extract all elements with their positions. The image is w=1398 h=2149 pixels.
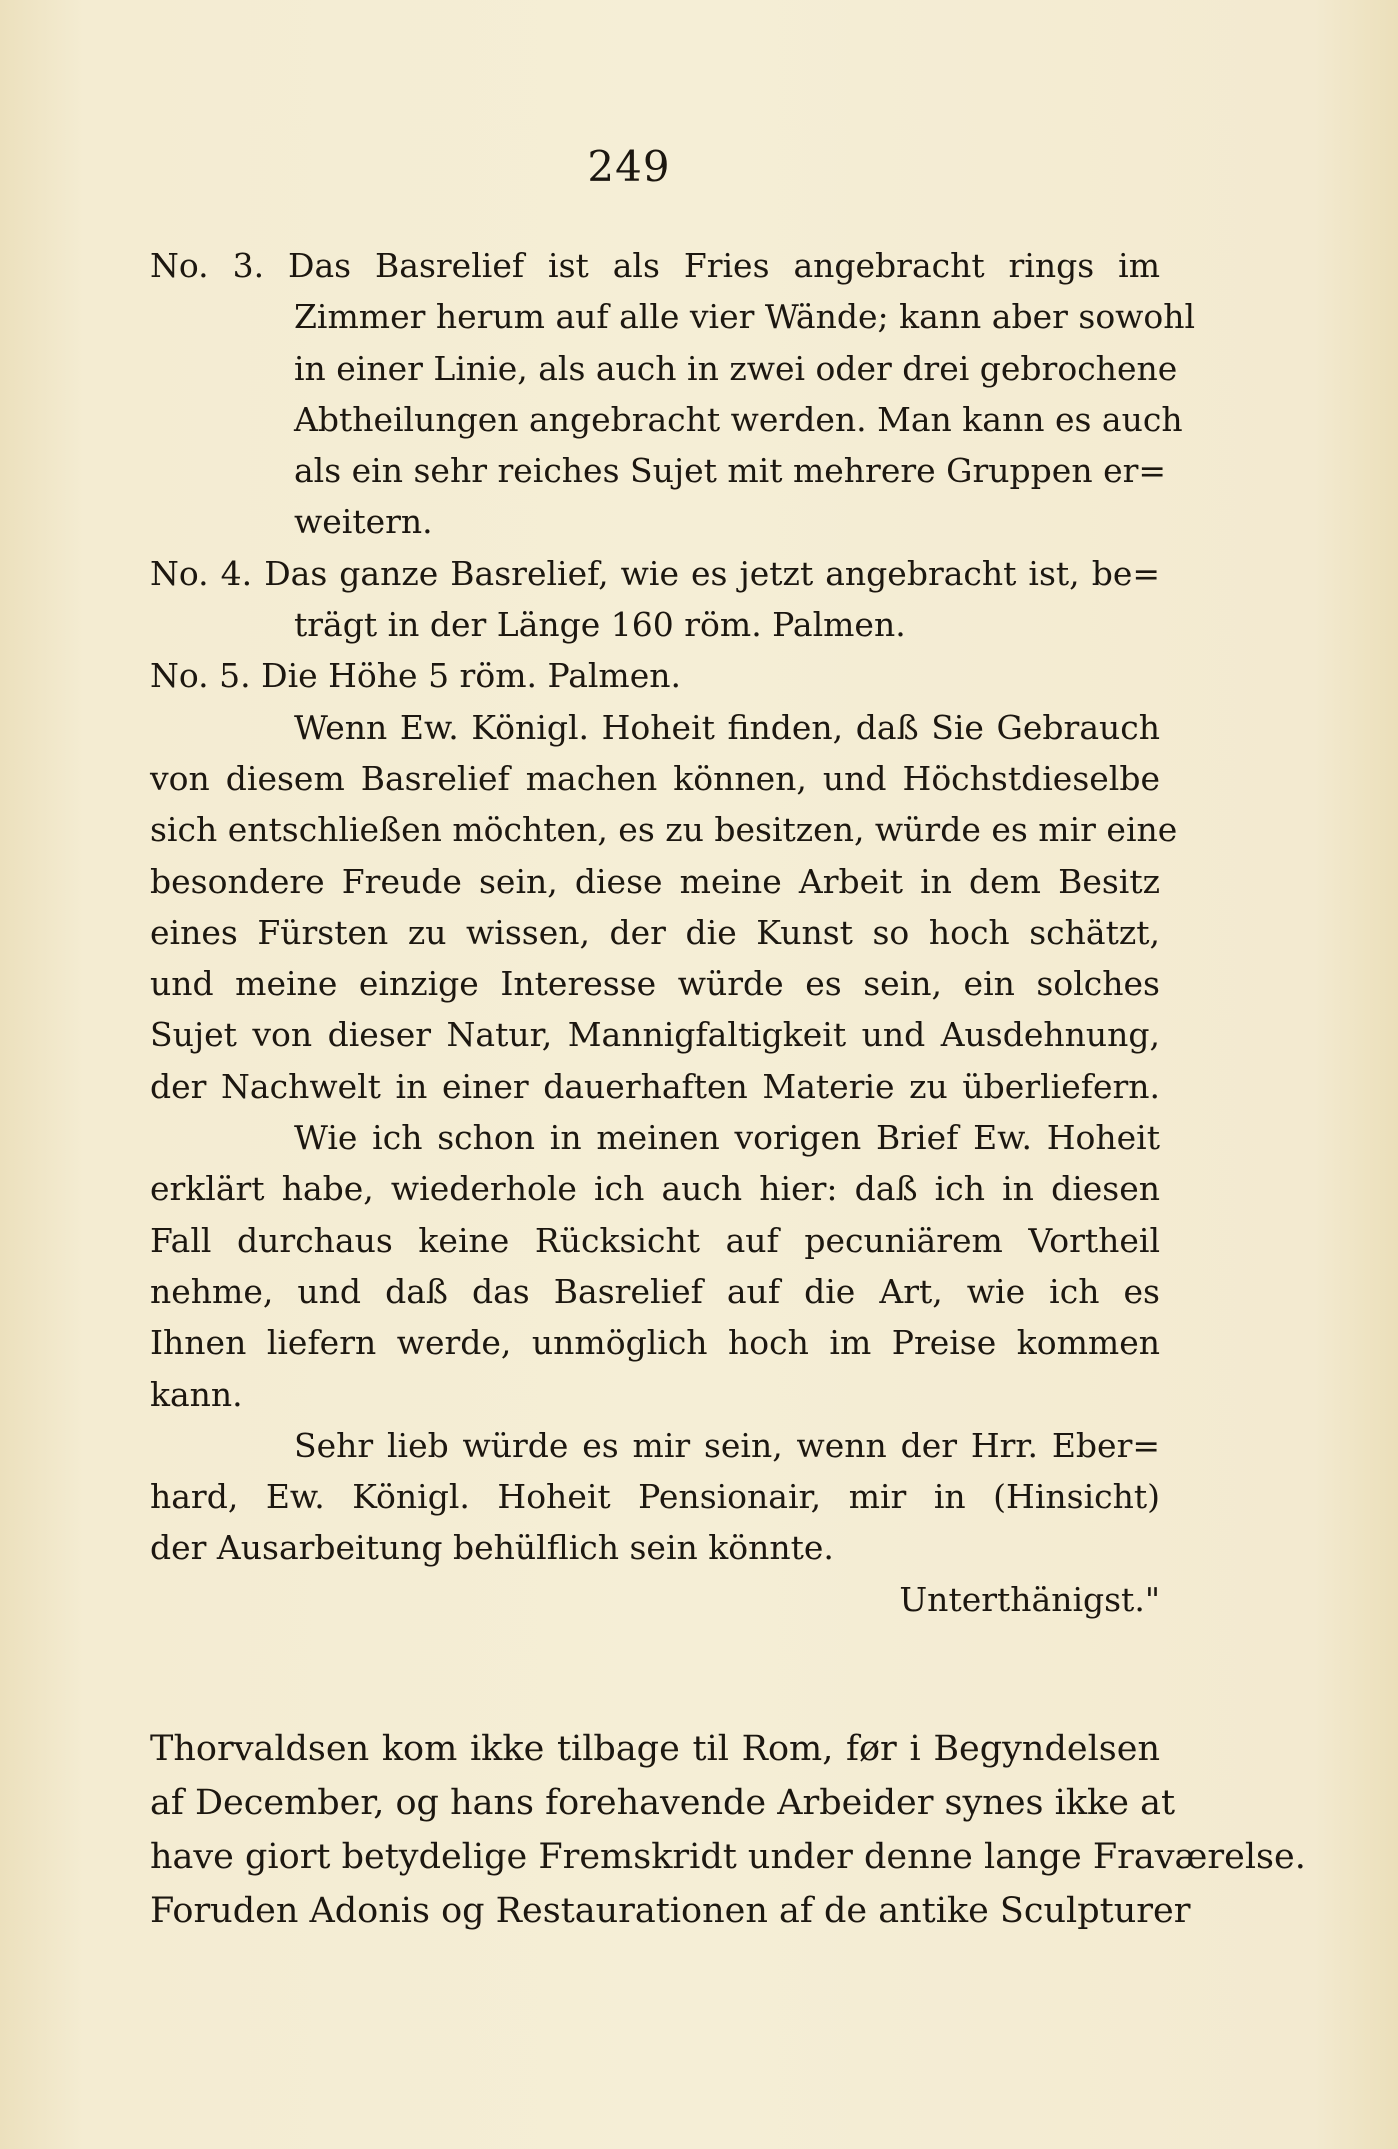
letter-line: erklärt habe, wiederhole ich auch hier: daß ich in diesen (150, 1169, 1160, 1209)
letter-line: No. 4. Das ganze Basrelief, wie es jetzt angebracht ist, be= (150, 553, 1160, 593)
letter-line: nehme, und daß das Basrelief auf die Art, wie ich es (150, 1271, 1160, 1311)
letter-line: Fall durchaus keine Rücksicht auf pecuniärem Vortheil (150, 1220, 1160, 1260)
letter-line: eines Fürsten zu wissen, der die Kunst so hoch schätzt, (150, 912, 1160, 952)
letter-line: No. 3. Das Basrelief ist als Fries angebracht rings im (150, 246, 1160, 285)
letter-line: Sehr lieb würde es mir sein, wenn der Hrr. Eber= (294, 1425, 1160, 1465)
letter-line: No. 5. Die Höhe 5 röm. Palmen. (150, 656, 681, 696)
narrative-line: Thorvaldsen kom ikke tilbage til Rom, før i Begyndelsen (150, 1729, 1160, 1770)
letter-line: trägt in der Länge 160 röm. Palmen. (294, 605, 906, 645)
narrative-line: Foruden Adonis og Restaurationen af de antike Sculpturer (150, 1891, 1191, 1932)
letter-line: Sujet von dieser Natur, Mannigfaltigkeit und Ausdehnung, (150, 1015, 1160, 1055)
narrative-text (150, 1722, 1306, 1938)
letter-line: der Nachwelt in einer dauerhaften Materie zu überliefern. (150, 1066, 1160, 1106)
letter-line: besondere Freude sein, diese meine Arbeit in dem Besitz (150, 861, 1160, 901)
letter-line: Abtheilungen angebracht werden. Man kann es auch (294, 399, 1183, 439)
narrative-line: af December, og hans forehavende Arbeider synes ikke at (150, 1783, 1176, 1824)
letter-line: als ein sehr reiches Sujet mit mehrere Gruppen er= (294, 451, 1167, 491)
letter-quotation (150, 240, 1306, 1938)
letter-line: in einer Linie, als auch in zwei oder drei gebrochene (294, 348, 1178, 388)
page-number: 249 (587, 142, 671, 191)
section-gap (150, 1625, 1160, 1722)
letter-line: kann. (150, 1374, 243, 1414)
letter-line: hard, Ew. Königl. Hoheit Pensionair, mir in (Hinsicht) (150, 1477, 1160, 1517)
letter-line: Wenn Ew. Königl. Hoheit finden, daß Sie Gebrauch (294, 707, 1160, 747)
letter-line: Wie ich schon in meinen vorigen Brief Ew. Hoheit (294, 1118, 1160, 1158)
letter-line: von diesem Basrelief machen können, und Höchstdieselbe (150, 758, 1160, 798)
letter-line: der Ausarbeitung behülflich sein könnte. (150, 1528, 834, 1568)
letter-signature: Unterthänigst." (899, 1579, 1160, 1619)
letter-line: Zimmer herum auf alle vier Wände; kann aber sowohl (294, 297, 1196, 337)
letter-line: weitern. (294, 502, 433, 542)
letter-line: und meine einzige Interesse würde es sein, ein solches (150, 964, 1160, 1004)
narrative-line: have giort betydelige Fremskridt under denne lange Fraværelse. (150, 1837, 1306, 1878)
letter-line: Ihnen liefern werde, unmöglich hoch im Preise kommen (150, 1323, 1160, 1363)
letter-line: sich entschließen möchten, es zu besitzen, würde es mir eine (150, 810, 1178, 850)
